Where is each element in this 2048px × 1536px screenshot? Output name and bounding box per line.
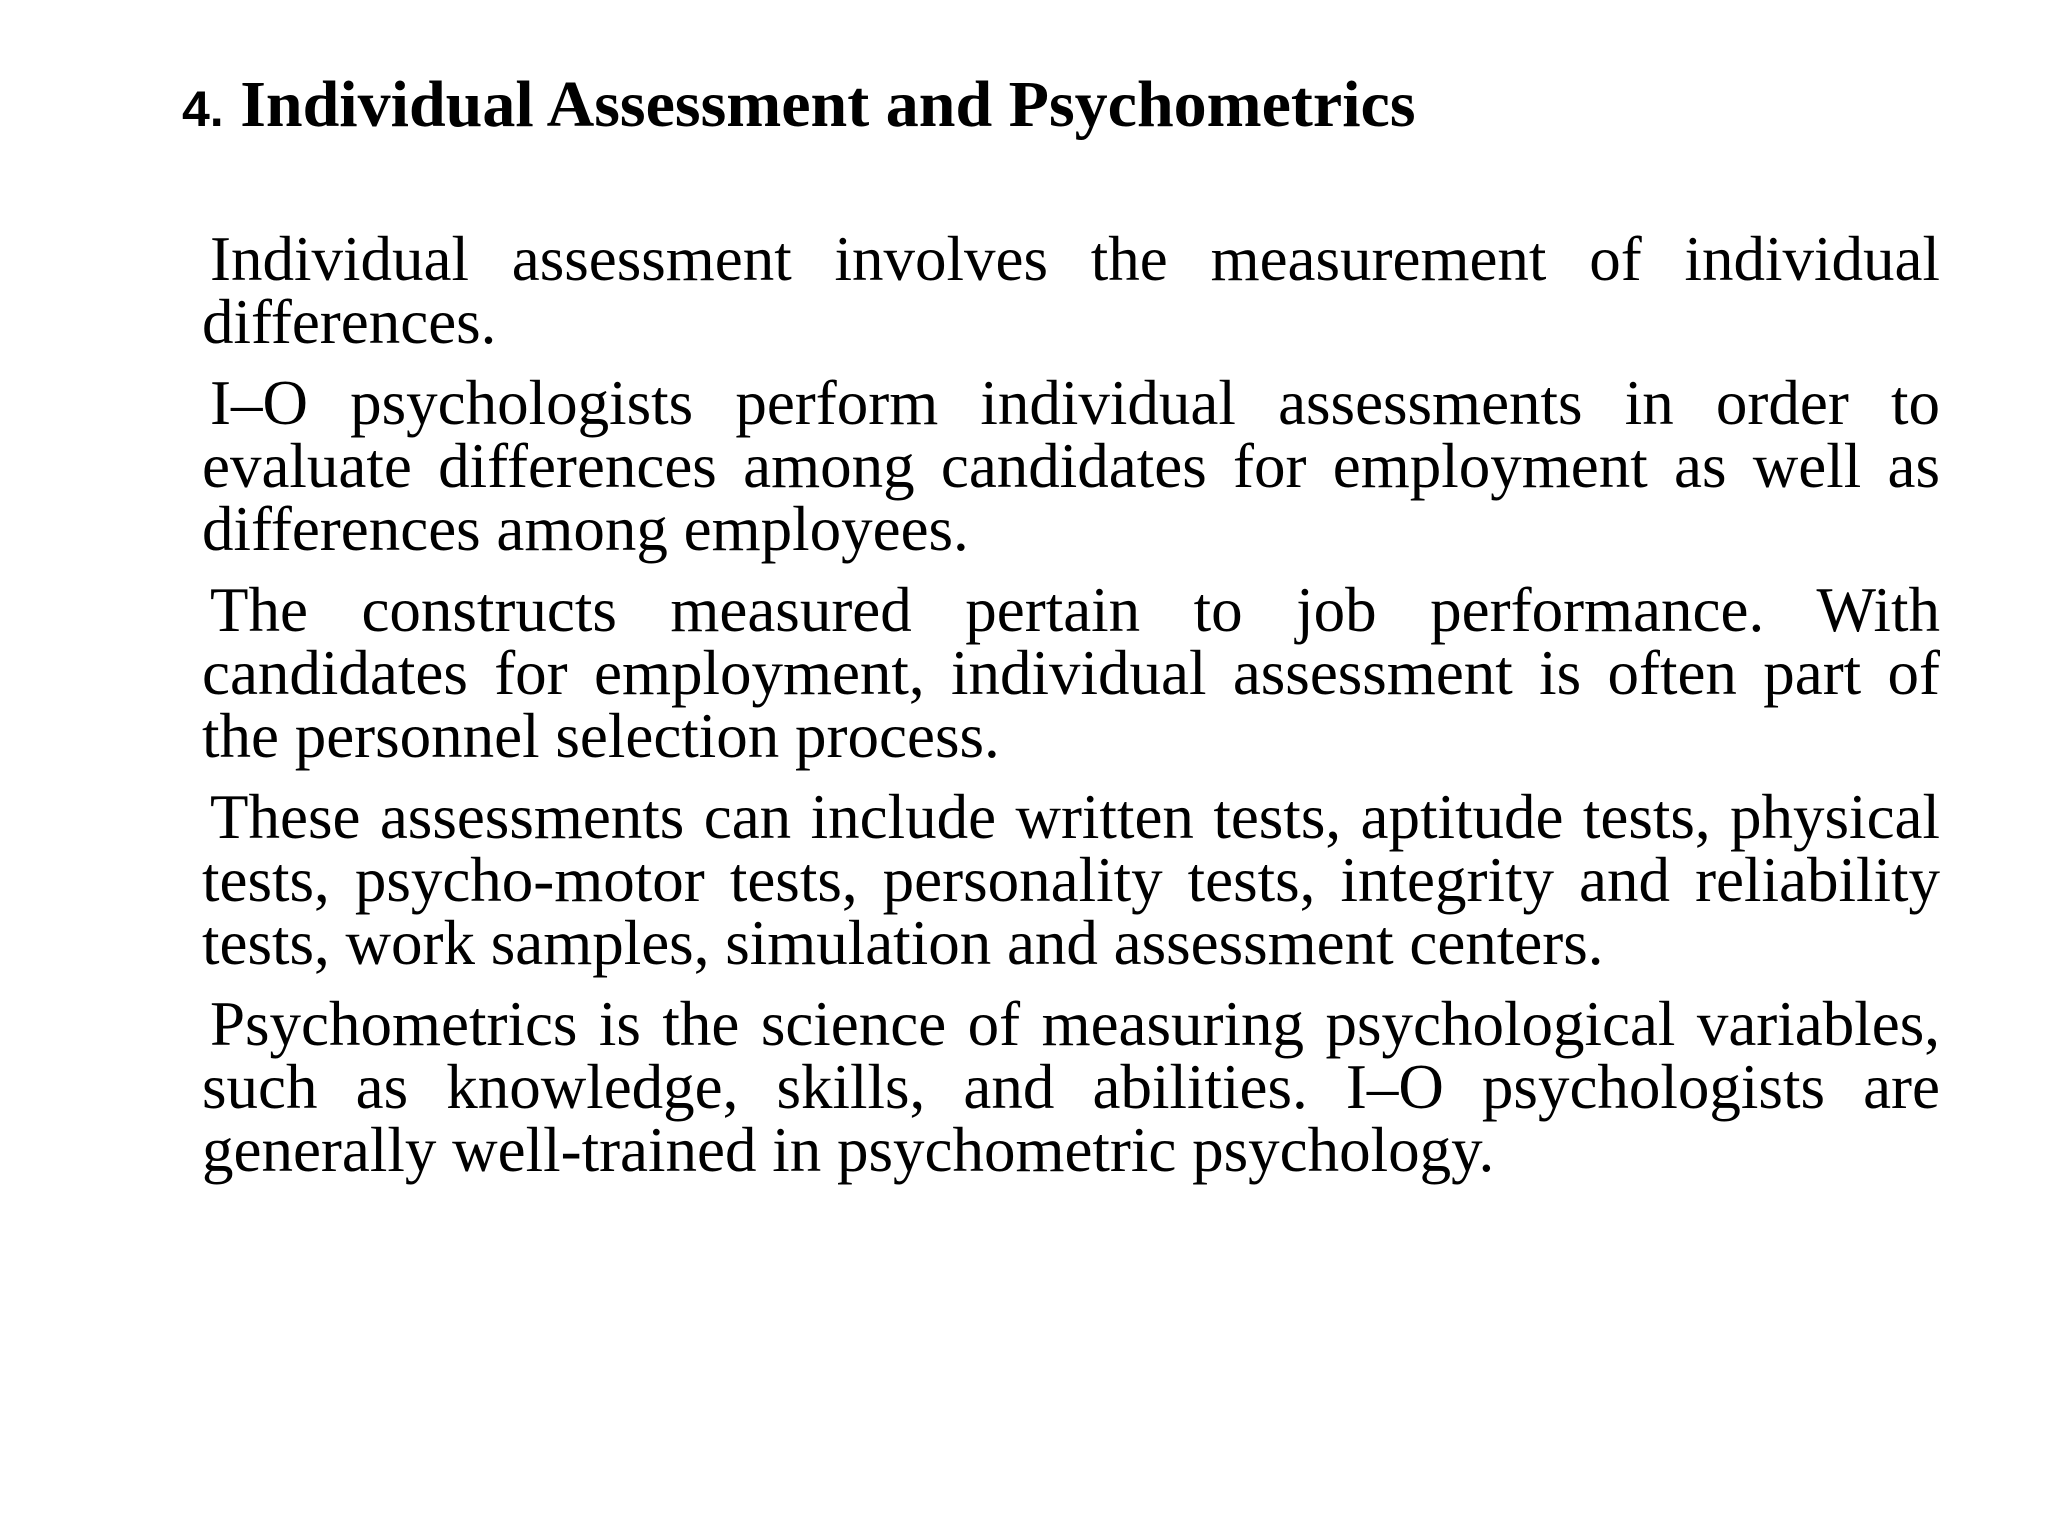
paragraph-assessment-types: These assessments can include written tests, aptitude tests, physical tests, psycho-motor tests, personality tests, integrity and reliability tests, work samples, simulation and assessment centers. bbox=[202, 782, 1940, 978]
slide-body bbox=[202, 224, 1940, 1200]
paragraph-psychometrics: Psychometrics is the science of measuring psychological variables, such as knowledge, skills, and abilities. I–O psychologists are generally well-trained in psychometric psychology. bbox=[202, 989, 1940, 1185]
title-number: 4. bbox=[182, 81, 224, 137]
title-text: Individual Assessment and Psychometrics bbox=[223, 68, 1416, 141]
paragraph-individual-assessment: Individual assessment involves the measurement of individual differences. bbox=[202, 224, 1940, 357]
slide-title bbox=[182, 64, 1416, 150]
paragraph-io-psychologists: I–O psychologists perform individual assessments in order to evaluate differences among candidates for employment as well as differences among employees. bbox=[202, 368, 1940, 564]
paragraph-constructs: The constructs measured pertain to job performance. With candidates for employment, individual assessment is often part of the personnel selection process. bbox=[202, 575, 1940, 771]
